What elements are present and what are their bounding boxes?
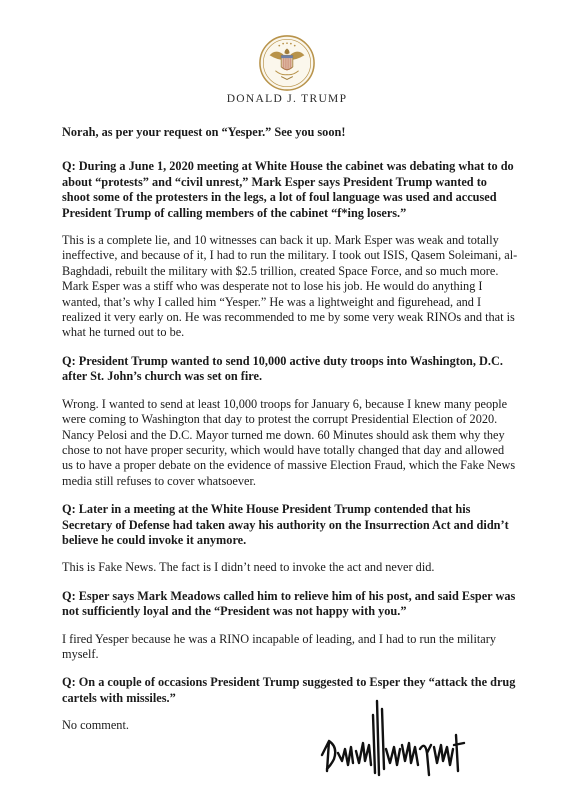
question-3: Q: Later in a meeting at the White House President Trump contended that his Secretary of Defense had taken away his authority on the Insurrection Act and didn’t believe he could invoke it anymore. <box>62 502 509 547</box>
letterhead-name: DONALD J. TRUMP <box>226 93 348 105</box>
answer-5: No comment. <box>62 718 129 733</box>
answer-2: Wrong. I wanted to send at least 10,000 troops for January 6, because I knew many people were coming to Washington that day to protest the corrupt Presidential Election of 2020. Nancy Pelosi and the D.C. Mayor turned me down. 60 Minutes should ask them why they chose to not have proper security, which would have totally changed that day and allowed us to have a proper debate on the evidence of massive Election Fraud, which the Fake News media still refuses to cover whatsoever. <box>62 396 516 488</box>
question-1: Q: During a June 1, 2020 meeting at White House the cabinet was debating what to do about “protests” and “civil unrest,” Mark Esper says President Trump wanted to shoot some of the protesters in the legs, a lot of foul language was used and accused President Trump of calling members of the cabinet “f*ing losers.” <box>62 159 514 220</box>
question-4: Q: Esper says Mark Meadows called him to relieve him of his post, and said Esper was not sufficiently loyal and the “President was not happy with you.” <box>62 588 516 619</box>
handwritten-signature <box>318 695 468 780</box>
answer-4: I fired Yesper because he was a RINO incapable of leading, and I had to run the military myself. <box>62 631 497 661</box>
question-2: Q: President Trump wanted to send 10,000 active duty troops into Washington, D.C. after St. John’s church was set on fire. <box>62 353 503 384</box>
letter-body <box>62 125 518 747</box>
answer-3: This is Fake News. The fact is I didn’t need to invoke the act and never did. <box>62 560 435 575</box>
eagle-seal-icon <box>258 34 316 92</box>
intro-line: Norah, as per your request on “Yesper.” See you soon! <box>62 125 346 139</box>
answer-1: This is a complete lie, and 10 witnesses can back it up. Mark Esper was weak and totally ineffective, and because of it, I had to run the military. I took out ISIS, Qasem Soleimani, al-Baghdadi, rebuilt the military with $2.5 trillion, created Space Force, and so much more. Mark Esper was a stiff who was desperate not to lose his job. He would do anything I wanted, that’s why I called him “Yesper.” He was a lightweight and figurehead, and I realized it very early on. He was recommended to me by some very weak RINOs and that is what he turned out to be. <box>62 233 518 340</box>
question-5: Q: On a couple of occasions President Trump suggested to Esper they “attack the drug cartels with missiles.” <box>62 675 516 705</box>
